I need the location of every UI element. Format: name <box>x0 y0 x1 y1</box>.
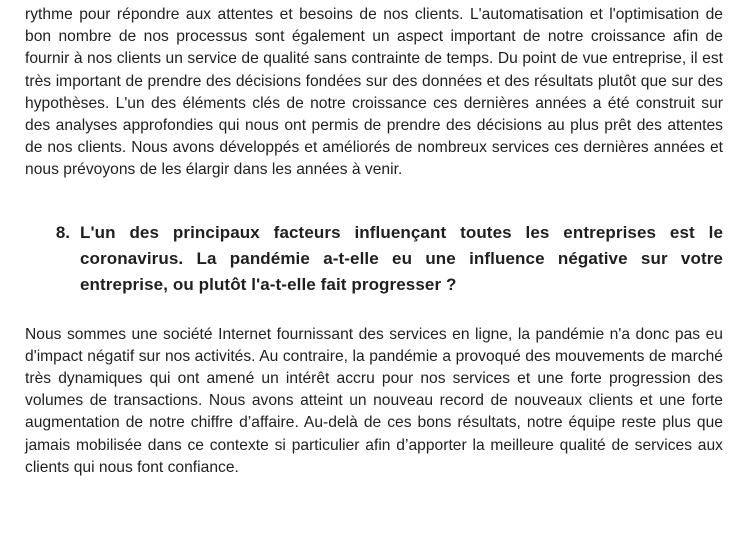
question-number: 8. <box>55 222 70 242</box>
intro-paragraph: rythme pour répondre aux attentes et besoins de nos clients. L'automatisation et l'optimisation de bon nombre de nos processus sont également un aspect important de notre croissance afin de fournir à nos clients un service de qualité sans contrainte de temps. Du point de vue entreprise, il est très important de prendre des décisions fondées sur des données et des résultats plutôt que sur des hypothèses. L'un des éléments clés de notre croissance ces dernières années a été construit sur des analyses approfondies qui nous ont permis de prendre des décisions au plus prêt des attentes de nos clients. Nous avons développés et améliorés de nombreux services ces dernières années et nous prévoyons de les élargir dans les années à venir. <box>25 6 723 179</box>
answer-paragraph: Nous sommes une société Internet fournissant des services en ligne, la pandémie n'a donc pas eu d'impact négatif sur nos activités. Au contraire, la pandémie a provoqué des mouvements de marché très dynamiques qui ont amené un intérêt accru pour nos services et une forte progression des volumes de transactions. Nous avons atteint un nouveau record de nouveaux clients et une forte augmentation de notre chiffre d’affaire. Au-delà de ces bons résultats, notre équipe reste plus que jamais mobilisée dans ce contexte si particulier afin d’apporter la meilleure qualité de services aux clients qui nous font confiance. <box>25 325 723 476</box>
question-text: L'un des principaux facteurs influençant toutes les entreprises est le coronavirus. La pandémie a-t-elle eu une influence négative sur votre entreprise, ou plutôt l'a-t-elle fait progresser ? <box>80 222 723 294</box>
question-item <box>25 220 723 298</box>
document-page <box>25 4 723 479</box>
